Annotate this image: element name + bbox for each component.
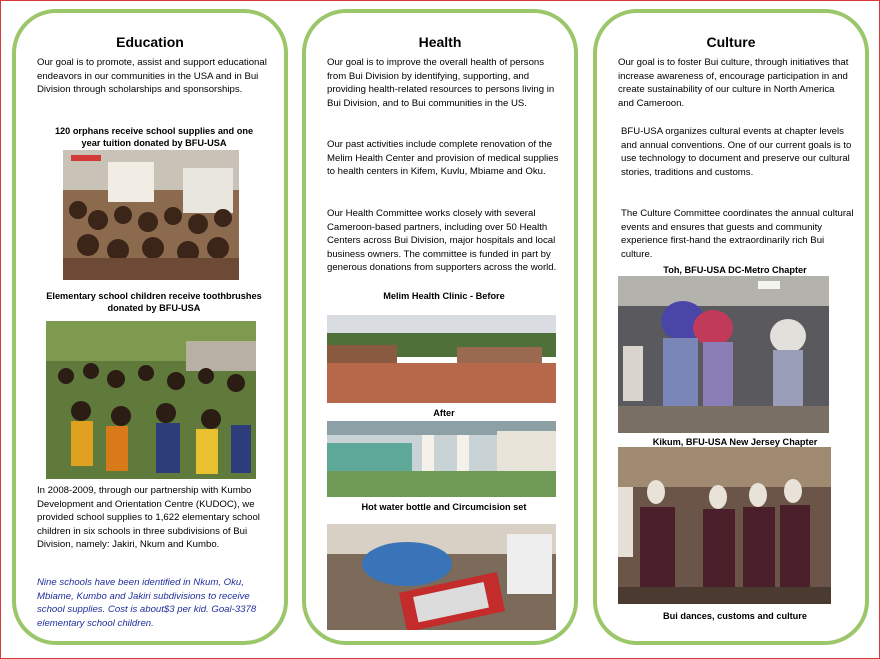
- culture-caption-dances: Bui dances, customs and culture: [663, 611, 807, 621]
- culture-paragraph-2: BFU-USA organizes cultural events at chapter levels and annual conventions. One of our current goals is to use technology to document and preserve our cultural stories, traditions and customs.: [621, 126, 852, 178]
- health-caption-before: Melim Health Clinic - Before: [383, 291, 505, 301]
- education-panel: [12, 9, 288, 645]
- toothbrushes-photo: [46, 321, 256, 479]
- orphans-photo: [63, 150, 239, 280]
- education-caption-orphans: 120 orphans receive school supplies and one year tuition donated by BFU-USA: [54, 126, 254, 149]
- culture-title: Culture: [706, 34, 756, 50]
- education-note: Nine schools have been identified in Nkum, Oku, Mbiame, Kumbo and Jakiri subdivisions to receive school supplies. Cost is about$3 per kid. Goal-3378 elementary school children.: [37, 577, 257, 629]
- clinic-before-photo: [327, 315, 556, 403]
- culture-paragraph-3: The Culture Committee coordinates the annual cultural events and ensures that guests and community experience first-hand the extraordinarily rich Bui culture.: [621, 208, 854, 260]
- education-caption-toothbrushes: Elementary school children receive toothbrushes donated by BFU-USA: [46, 291, 262, 314]
- health-panel: [302, 9, 578, 645]
- culture-caption-kikum: Kikum, BFU-USA New Jersey Chapter: [652, 437, 818, 447]
- health-caption-after: After: [433, 408, 455, 418]
- culture-caption-toh: Toh, BFU-USA DC-Metro Chapter: [663, 265, 807, 275]
- education-body: In 2008-2009, through our partnership with Kumbo Development and Orientation Centre (KUDOC), we provided school supplies to 1,622 elementary school children in six schools in three subdivisions of Bui Division, namely: Jakiri, Nkum and Kumbo.: [37, 485, 260, 551]
- education-title: Education: [116, 34, 184, 50]
- health-paragraph-1: Our goal is to improve the overall health of persons from Bui Division by identifying, supporting, and providing health-related resources to persons living in Bui Division, and to Bui communities in the US.: [327, 57, 555, 109]
- education-intro: Our goal is to promote, assist and support educational endeavors in our communities in the USA and in Bui Division through scholarships and sponsorships.: [37, 57, 267, 96]
- kikum-photo: [618, 447, 831, 604]
- culture-panel: [593, 9, 869, 645]
- clinic-after-photo: [327, 421, 556, 497]
- supplies-photo: [327, 524, 556, 630]
- toh-photo: [618, 276, 829, 433]
- health-title: Health: [418, 34, 462, 50]
- health-paragraph-2: Our past activities include complete renovation of the Melim Health Center and provision of medical supplies to health centers in Kifem, Kuvlu, Mbiame and Oku.: [327, 139, 559, 178]
- health-caption-supplies: Hot water bottle and Circumcision set: [361, 502, 527, 512]
- culture-paragraph-1: Our goal is to foster Bui culture, through initiatives that increase awareness of, encourage participation in and create sustainability of our culture in North America and Cameroon.: [618, 57, 849, 109]
- health-paragraph-3: Our Health Committee works closely with several Cameroon-based partners, including over 50 Health Centers across Bui Division, major hospitals and local business owners. The committee is funded in part by generous donations from supporters across the world.: [327, 208, 557, 274]
